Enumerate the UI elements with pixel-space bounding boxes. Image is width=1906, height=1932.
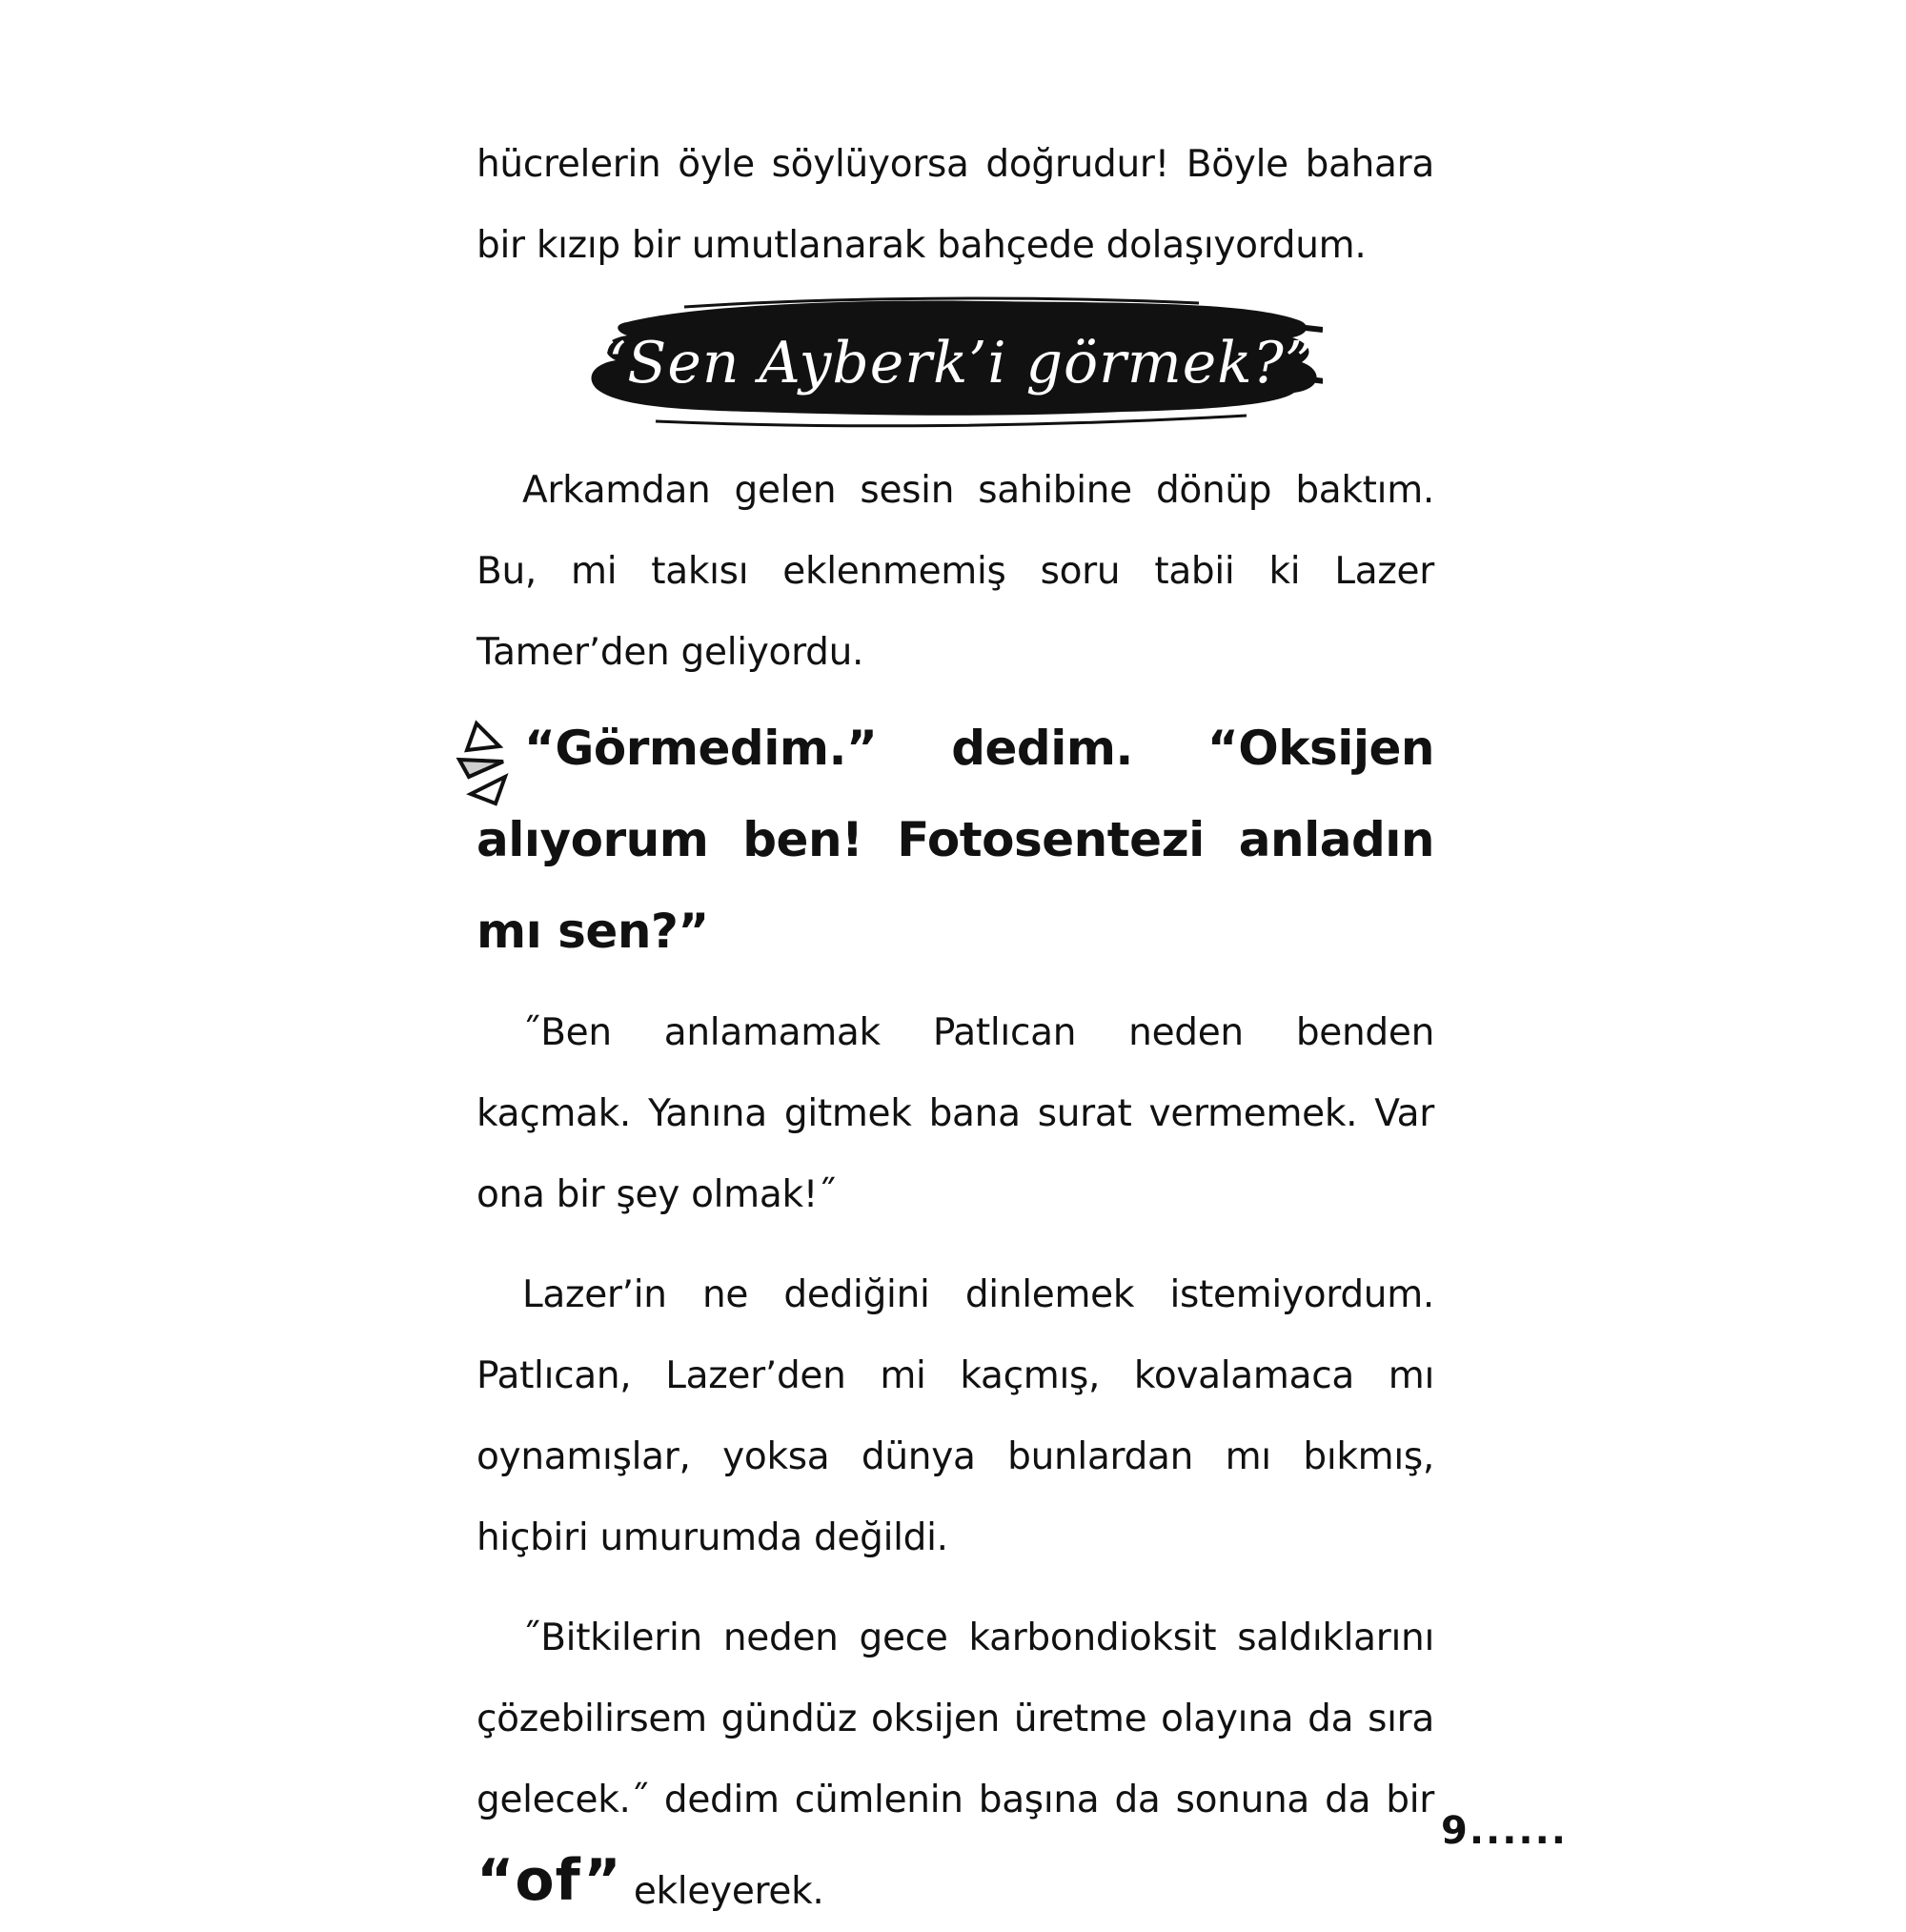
paragraph-5-end: ekleyerek. [633, 1870, 824, 1913]
paragraph-2: Arkamdan gelen sesin sahibine dönüp baktım. Bu, mi takısı eklenmemiş soru tabii ki Lazer Tamer’den geliyordu. [476, 469, 1434, 674]
paragraph-4: Lazer’in ne dediğini dinlemek istemiyordum. Patlıcan, Lazer’den mi kaçmış, kovalamaca mı oynamışlar, yoksa dünya bunlardan mı bıkmış, hiçbiri umurumda değildi. [476, 1273, 1434, 1559]
shout-burst-icon [456, 718, 515, 807]
book-page [476, 124, 1434, 1932]
paragraph-5-start: ˝Bitkilerin neden gece karbondioksit saldıklarını çözebilirsem gündüz oksijen üretme olayına da sıra gelecek.˝ dedim cümlenin başına da sonuna da bir [476, 1617, 1434, 1821]
page-number: 9...... [1441, 1809, 1569, 1853]
banner-quote-text: “Sen Ayberk’i görmek?” [597, 330, 1315, 397]
paragraph-3: ˝Ben anlamamak Patlıcan neden benden kaçmak. Yanına gitmek bana surat vermemek. Var ona bir şey olmak!˝ [476, 1011, 1434, 1216]
emphasized-of: “of” [476, 1847, 622, 1914]
paragraph-opening: hücrelerin öyle söylüyorsa doğrudur! Böyle bahara bir kızıp bir umutlanarak bahçede dolaşıyordum. [476, 143, 1434, 267]
highlighted-dialogue [476, 702, 1434, 977]
quote-banner [476, 294, 1434, 437]
big-quote-text: “Görmedim.” dedim. “Oksijen alıyorum ben! Fotosentezi anladın mı sen?” [476, 721, 1434, 959]
paragraph-5 [476, 1597, 1434, 1932]
